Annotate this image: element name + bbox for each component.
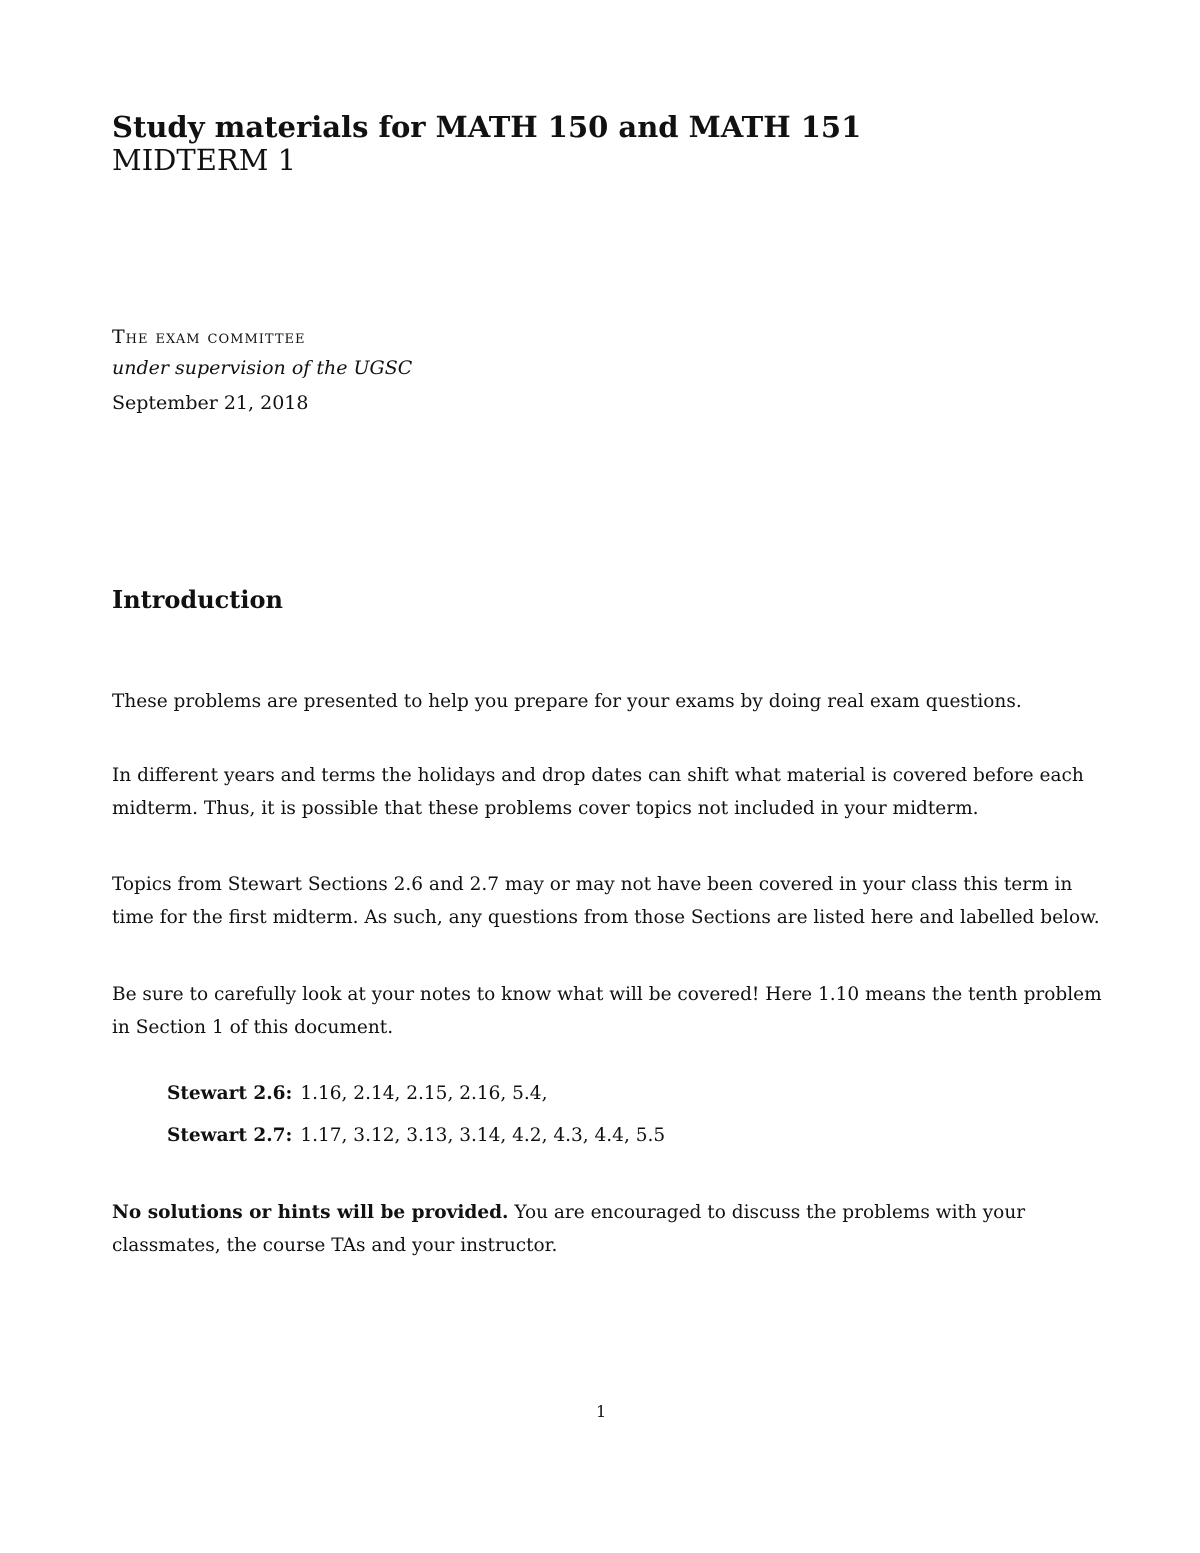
paragraph-notes: Be sure to carefully look at your notes to know what will be covered! Here 1.10 means the tenth problem in Section 1 of this document. — [112, 984, 1102, 1038]
paragraph-purpose: These problems are presented to help you prepare for your exams by doing real exam questions. — [112, 691, 1022, 712]
list-item — [167, 1123, 665, 1149]
list-item-label: Stewart 2.6: — [167, 1083, 293, 1104]
list-item — [167, 1081, 547, 1107]
document-date: September 21, 2018 — [112, 392, 309, 414]
section-heading-introduction: Introduction — [112, 585, 283, 614]
no-solutions-notice: No solutions or hints will be provided. — [112, 1202, 509, 1223]
document-subtitle: MIDTERM 1 — [112, 143, 297, 177]
supervision-line: under supervision of the UGSC — [112, 357, 413, 379]
document-title: Study materials for MATH 150 and MATH 151 — [112, 110, 862, 144]
paragraph-no-solutions — [112, 1196, 1112, 1262]
no-solutions-rest: You are encouraged to discuss the problems with your classmates, the course TAs and your instructor. — [112, 1202, 1026, 1256]
paragraph-coverage: In different years and terms the holidays and drop dates can shift what material is covered before each midterm. Thus, it is possible that these problems cover topics not included in your midterm. — [112, 765, 1084, 819]
list-item-problems: 1.17, 3.12, 3.13, 3.14, 4.2, 4.3, 4.4, 5.5 — [300, 1125, 666, 1146]
page-number: 1 — [596, 1402, 607, 1421]
author-line: The exam committee — [112, 326, 306, 348]
list-item-label: Stewart 2.7: — [167, 1125, 293, 1146]
paragraph-stewart-topics: Topics from Stewart Sections 2.6 and 2.7 may or may not have been covered in your class this term in time for the first midterm. As such, any questions from those Sections are listed here and labelled below. — [112, 874, 1100, 928]
list-item-problems: 1.16, 2.14, 2.15, 2.16, 5.4, — [300, 1083, 548, 1104]
